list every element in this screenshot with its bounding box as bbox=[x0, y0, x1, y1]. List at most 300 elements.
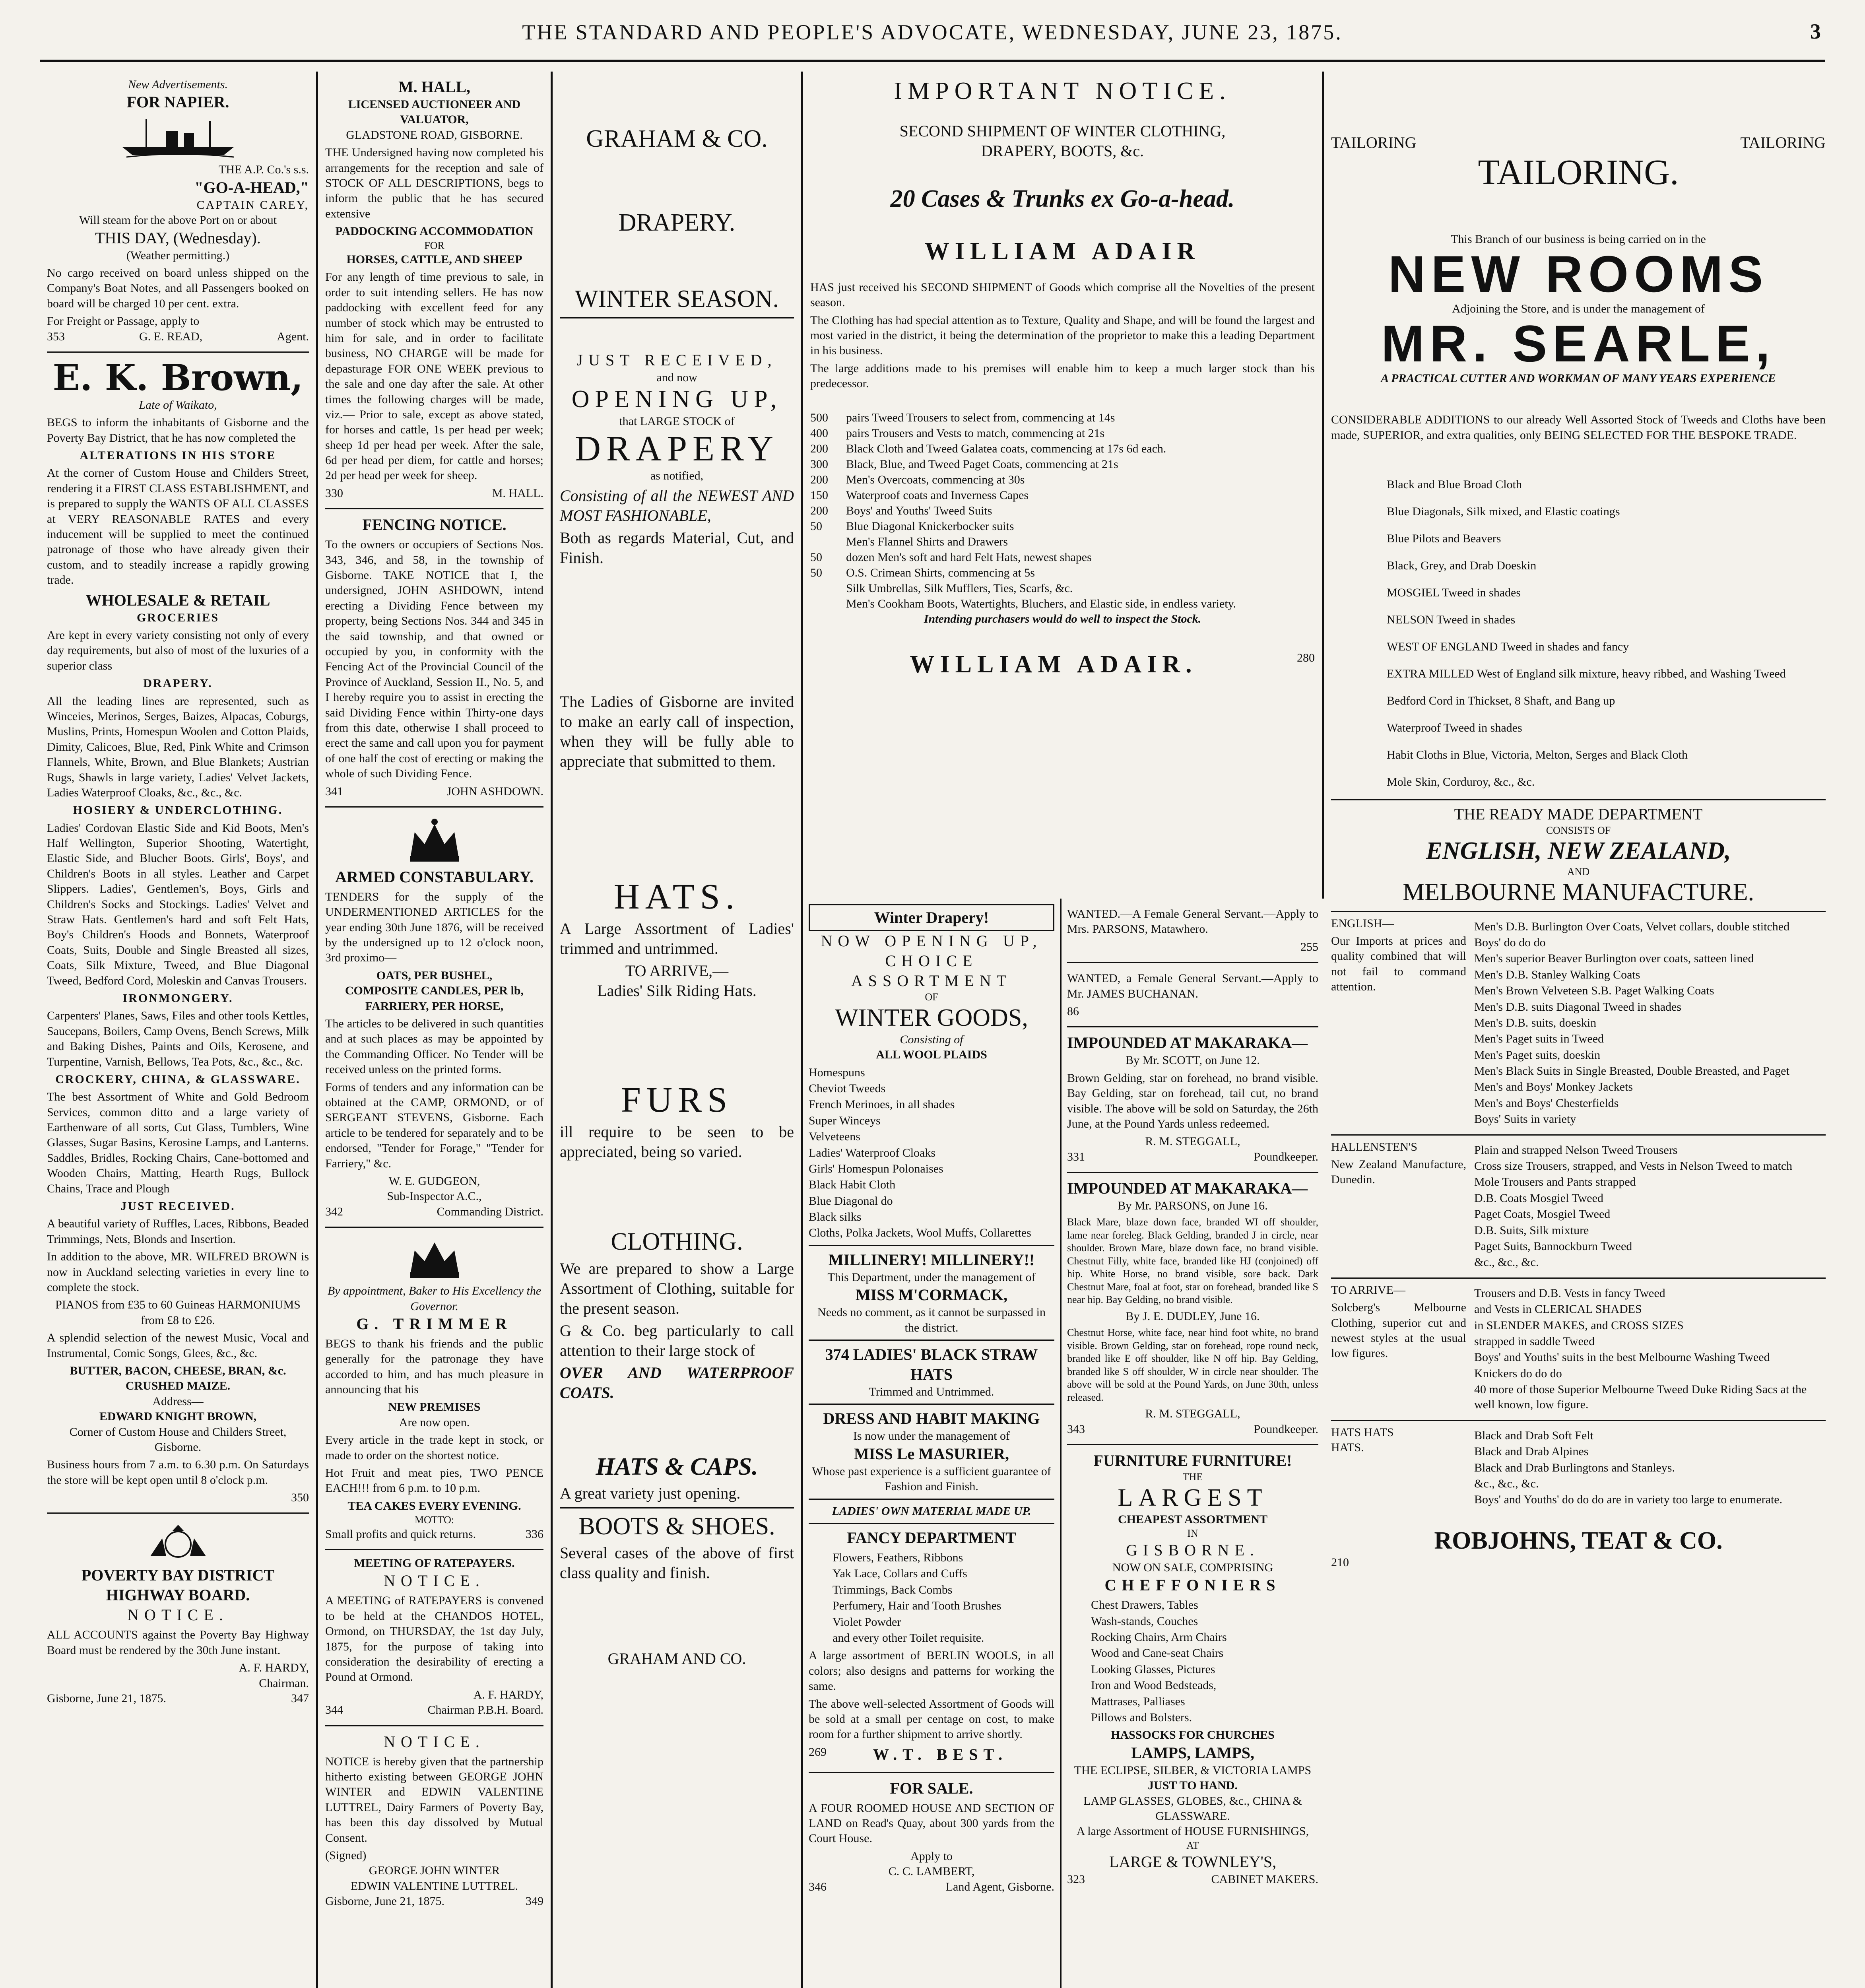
imports-text: Our Imports at prices and quality combined that will not fail to command attention. bbox=[1331, 934, 1466, 994]
fancy-items-list bbox=[809, 1550, 1054, 1646]
furniture-lamp-glasses: LAMP GLASSES, GLOBES, &c., CHINA & GLASSWARE. bbox=[1083, 1794, 1302, 1823]
hall-paddock: PADDOCKING ACCOMMODATION bbox=[335, 225, 534, 238]
english-item: Men's D.B. Stanley Walking Coats bbox=[1474, 968, 1640, 981]
trimmer-text2: Every article in the trade kept in stock, or made to order on the shortest notice. bbox=[325, 1433, 543, 1462]
brown-received: JUST RECEIVED. bbox=[120, 1200, 235, 1213]
for-sale: FOR SALE. bbox=[890, 1779, 973, 1797]
stock-quantity: 50 bbox=[810, 519, 822, 533]
armed-heading: ARMED CONSTABULARY. bbox=[335, 868, 534, 886]
mccormack-text: Needs no comment, as it cannot be surpassed in the district. bbox=[817, 1306, 1046, 1334]
brown-groceries-text: Are kept in every variety consisting not only of every day requirements, but also of most of the luxuries of a superior class bbox=[47, 628, 309, 672]
trimmer-ad bbox=[325, 1228, 543, 1550]
winter-drapery: Winter Drapery! bbox=[809, 904, 1054, 931]
furniture-item: Rocking Chairs, Arm Chairs bbox=[1091, 1631, 1227, 1644]
furniture-item: Wash-stands, Couches bbox=[1091, 1614, 1198, 1628]
stock-row bbox=[810, 410, 1315, 425]
nz-item: Paget Suits, Bannockburn Tweed bbox=[1474, 1239, 1632, 1253]
hall-body: For any length of time previous to sale, in order to suit intending sellers. He has now paddocking with excellent feed for any number of stock which may be entrusted to him for sale, and in order to facilitate business, NO CHARGE will be made for depasturage FOR ONE WEEK previous to the sale and one day after the sale. At other times the following charges will be made, viz.— Prior to sale, except as above stated, for horses and cattle, 1s per head per week; sheep 1d per head per week. After the sale, 6d per head per diem, for cattle and horses; 2d per head per week for sheep. bbox=[325, 270, 543, 482]
trimmer-name: G. TRIMMER bbox=[356, 1314, 512, 1333]
napier-num: 353 bbox=[47, 330, 65, 343]
stock-row bbox=[810, 549, 1315, 565]
cloth-item: Blue Pilots and Beavers bbox=[1387, 532, 1501, 545]
hats-item: Black and Drab Burlingtons and Stanleys. bbox=[1474, 1461, 1675, 1474]
for-sale-ad bbox=[809, 1773, 1054, 1902]
stock-row bbox=[810, 596, 1315, 612]
impounded2-text2: Chestnut Horse, white face, near hind foot white, no brand visible. Brown Gelding, star on forehead, rope round neck, branded like E off shoulder, like N off hip. Bay Gelding, branded like S off shoulder, W in circle near shoulder. The above will be sold at the Pound Yards, on June 30th, unless released. bbox=[1067, 1327, 1318, 1403]
impounded2-title: Poundkeeper. bbox=[1254, 1422, 1318, 1436]
adair-stock-list bbox=[810, 410, 1315, 612]
stock-row bbox=[810, 580, 1315, 596]
graham-furs-text: ill require to be seen to be appreciated, being so varied. bbox=[560, 1123, 794, 1161]
impounded2-text: Black Mare, blaze down face, branded WI off shoulder, lame near foreleg. Black Gelding, branded J in circle, near shoulder. Brown Mare, blaze down face, no brand visible. Chestnut Filly, white face, branded like HJ (conjoined) off hip. White Horse, no brand visible, sore back. Dark Chestnut Mare, foal at foot, star on forehead, branded like S near hip. Bay Gelding, no brand visible. bbox=[1067, 1216, 1318, 1306]
armed-sign-title: Sub-Inspector A.C., bbox=[387, 1190, 482, 1203]
english-item: Boys' do do do bbox=[1474, 936, 1546, 949]
cloth-item: EXTRA MILLED West of England silk mixture, heavy ribbed, and Washing Tweed bbox=[1387, 667, 1786, 680]
english-item: Men's Paget suits in Tweed bbox=[1474, 1032, 1604, 1046]
robjohns-num: 210 bbox=[1331, 1556, 1349, 1569]
stock-quantity: 200 bbox=[810, 504, 828, 517]
impounded2-by2: By J. E. DUDLEY, June 16. bbox=[1126, 1309, 1260, 1323]
graham-hats-caps-text: A great variety just opening. bbox=[560, 1484, 741, 1502]
highway-sign-title: Chairman. bbox=[259, 1676, 309, 1690]
graham-drapery-big: DRAPERY bbox=[574, 429, 779, 468]
brown-pianos: PIANOS from £35 to 60 Guineas HARMONIUMS from £8 to £26. bbox=[55, 1298, 301, 1327]
stock-quantity: 50 bbox=[810, 550, 822, 564]
rate-num: 344 bbox=[325, 1703, 343, 1717]
tailoring-big: TAILORING. bbox=[1478, 153, 1679, 192]
napier-heading: FOR NAPIER. bbox=[126, 93, 229, 111]
arrive-item: Knickers do do do bbox=[1474, 1367, 1562, 1380]
partner-name2: EDWIN VALENTINE LUTTREL. bbox=[350, 1879, 518, 1893]
winter-item: Black silks bbox=[809, 1210, 862, 1224]
steamship-icon bbox=[118, 115, 238, 159]
column-4a bbox=[803, 899, 1062, 1988]
armed-sign: W. E. GUDGEON, bbox=[388, 1174, 480, 1188]
graham-clothing-text: We are prepared to show a Large Assortment of Clothing, suitable for the present season. bbox=[560, 1259, 794, 1317]
winter-item: Girls' Homespun Polonaises bbox=[809, 1162, 943, 1175]
highway-text: ALL ACCOUNTS against the Poverty Bay Highway Board must be rendered by the 30th June instant. bbox=[47, 1628, 309, 1657]
stock-description: Men's Cookham Boots, Watertights, Bluchers, and Elastic side, in endless variety. bbox=[846, 597, 1236, 610]
stock-quantity: 300 bbox=[810, 457, 828, 471]
graham-hats: HATS. bbox=[613, 877, 740, 917]
sale-text: The above well-selected Assortment of Goods will be sold at a small per centage on cost, to make room for a further shipment to arrive shortly. bbox=[809, 1697, 1054, 1741]
partner-date: Gisborne, June 21, 1875. bbox=[325, 1895, 444, 1908]
new-ads-heading: New Advertisements. bbox=[128, 78, 228, 91]
fence-text: To the owners or occupiers of Sections Nos. 343, 346, and 58, in the township of Gisborne. TAKE NOTICE that I, the undersigned, JOHN ASHDOWN, intend erecting a Dividing Fence between my property, being Sections Nos. 344 and 345 in the said township, and that owned or occupied by you, in conformity with the Fencing Act of the Provincial Council of the Province of Auckland, Session II., No. 5, and I hereby require you to assist in erecting the said Dividing Fence within Thirty-one days from this date, otherwise I shall proceed to erect the same and call upon you for payment of one half the cost of erecting or making the whole of such Dividing Fence. bbox=[325, 538, 543, 780]
armed-farriery: FARRIERY, PER HORSE, bbox=[365, 999, 504, 1013]
apply-to: Apply to bbox=[910, 1849, 953, 1863]
masthead bbox=[40, 12, 1825, 62]
brown-crockery: CROCKERY, CHINA, & GLASSWARE. bbox=[55, 1072, 301, 1086]
furniture-now-sale: NOW ON SALE, COMPRISING bbox=[1112, 1561, 1273, 1574]
trimmer-pies: Hot Fruit and meat pies, TWO PENCE EACH!!! from 6 p.m. to 10 p.m. bbox=[325, 1466, 543, 1495]
stock-row bbox=[810, 441, 1315, 456]
graham-sign: GRAHAM AND CO. bbox=[607, 1650, 746, 1668]
newspaper-title: THE STANDARD AND PEOPLE'S ADVOCATE, WEDNESDAY, JUNE 23, 1875. bbox=[522, 20, 1343, 44]
brown-groceries: GROCERIES bbox=[136, 611, 219, 624]
winter-goods: WINTER GOODS, bbox=[835, 1004, 1028, 1031]
stock-row bbox=[810, 472, 1315, 487]
tailoring-branch: This Branch of our business is being carried on in the bbox=[1451, 233, 1706, 246]
arrive-text: Solcberg's Melbourne Clothing, superior cut and newest styles at the usual low figures. bbox=[1331, 1301, 1466, 1360]
winter-item: Homespuns bbox=[809, 1066, 865, 1079]
furniture-item: Chest Drawers, Tables bbox=[1091, 1598, 1198, 1612]
wanted2-text: WANTED, a Female General Servant.—Apply to Mr. JAMES BUCHANAN. bbox=[1067, 972, 1318, 1000]
graham-overwater: OVER AND WATERPROOF COATS. bbox=[560, 1363, 794, 1402]
stock-description: Men's Overcoats, commencing at 30s bbox=[846, 473, 1025, 486]
straw-hats: 374 LADIES' BLACK STRAW HATS bbox=[825, 1345, 1038, 1384]
partner-name1: GEORGE JOHN WINTER bbox=[369, 1864, 500, 1877]
imports-label: ENGLISH— bbox=[1331, 916, 1394, 930]
furniture-items-list bbox=[1067, 1598, 1318, 1725]
winter-item: Velveteens bbox=[809, 1130, 860, 1143]
townley-title: CABINET MAKERS. bbox=[1211, 1873, 1318, 1886]
winter-items-list bbox=[809, 1065, 1054, 1241]
graham-opening-up: OPENING UP, bbox=[571, 386, 782, 413]
choice-assortment: CHOICE ASSORTMENT bbox=[851, 952, 1012, 990]
nz-item: Plain and strapped Nelson Tweed Trousers bbox=[1474, 1143, 1678, 1157]
fence-heading: FENCING NOTICE. bbox=[362, 516, 507, 534]
hats-item: &c., &c., &c. bbox=[1474, 1477, 1539, 1491]
graham-ad bbox=[560, 72, 794, 1676]
adair-second-shipment: SECOND SHIPMENT OF WINTER CLOTHING, bbox=[899, 122, 1226, 140]
nz-item: &c., &c., &c. bbox=[1474, 1256, 1539, 1269]
brown-address-label: Address— bbox=[152, 1394, 204, 1408]
cloth-item: Bedford Cord in Thickset, 8 Shaft, and Bang up bbox=[1387, 694, 1615, 707]
hall-sign: M. HALL. bbox=[492, 486, 543, 500]
stock-description: Boys' and Youths' Tweed Suits bbox=[846, 504, 992, 517]
furniture-furnishings: A large Assortment of HOUSE FURNISHINGS, bbox=[1076, 1825, 1309, 1838]
stock-row bbox=[810, 425, 1315, 441]
adair-text1: HAS just received his SECOND SHIPMENT of Goods which comprise all the Novelties of the present season. bbox=[810, 280, 1315, 309]
stock-row bbox=[810, 456, 1315, 472]
furniture-the: THE bbox=[1182, 1471, 1203, 1483]
partnership-ad bbox=[325, 1726, 543, 1916]
english-nz: ENGLISH, NEW ZEALAND, bbox=[1426, 837, 1731, 865]
armed-text2: The articles to be delivered in such quantities and at such places as may be appointed by the Commanding Officer. No Tender will be received unless on the printed forms. bbox=[325, 1017, 543, 1076]
winter-item: Cheviot Tweeds bbox=[809, 1081, 886, 1095]
hallensten-label: HALLENSTEN'S bbox=[1331, 1140, 1418, 1153]
stock-quantity: 200 bbox=[810, 473, 828, 486]
of-label: OF bbox=[925, 991, 938, 1003]
english-items-list bbox=[1474, 918, 1826, 1128]
hall-horses: HORSES, CATTLE, AND SHEEP bbox=[346, 253, 522, 266]
brown-hosiery: HOSIERY & UNDERCLOTHING. bbox=[73, 804, 283, 817]
napier-weather: (Weather permitting.) bbox=[126, 248, 230, 262]
stock-description: Blue Diagonal Knickerbocker suits bbox=[846, 519, 1014, 533]
page-number: 3 bbox=[1810, 19, 1821, 43]
brown-address-name: EDWARD KNIGHT BROWN, bbox=[99, 1410, 257, 1423]
english-item: Men's Paget suits, doeskin bbox=[1474, 1048, 1601, 1062]
trimmer-num: 336 bbox=[526, 1527, 543, 1541]
winter-item: French Merinoes, in all shades bbox=[809, 1098, 955, 1111]
arrive-label: TO ARRIVE— bbox=[1331, 1283, 1405, 1297]
cloth-item: Waterproof Tweed in shades bbox=[1387, 721, 1522, 734]
stock-row bbox=[810, 565, 1315, 580]
fencing-ad bbox=[325, 509, 543, 808]
brown-ironmongery-text: Carpenters' Planes, Saws, Files and other tools Kettles, Saucepans, Boilers, Camp Ovens, Bench Screws, Milk and Baking Dishes, Paints and Oils, Kerosene, and Turpentine, Varnish, Bellows, Tea Pots, &c., &c., &c. bbox=[47, 1009, 309, 1068]
adair-ad bbox=[810, 72, 1315, 686]
napier-ship: "GO-A-HEAD," bbox=[194, 178, 309, 196]
lambert-name: C. C. LAMBERT, bbox=[888, 1865, 975, 1878]
crown-icon bbox=[403, 816, 466, 864]
furniture-at: AT bbox=[1186, 1839, 1199, 1851]
brown-body: At the corner of Custom House and Childers Street, rendering it a FIRST CLASS ESTABLISHMENT, and is prepared to supply the WANTS OF ALL CLASSES at VERY REASONABLE RATES and every inducement will be supplied to meet the continued patronage of those who have already given their custom, and to steadily increase a rapidly growing trade. bbox=[47, 466, 309, 587]
rate-sign: A. F. HARDY, bbox=[473, 1688, 543, 1701]
english-item: Men's and Boys' Chesterfields bbox=[1474, 1096, 1619, 1110]
adair-num: 280 bbox=[1297, 651, 1315, 665]
stock-description: pairs Trousers and Vests to match, commencing at 21s bbox=[846, 426, 1105, 440]
winter-item: Black Habit Cloth bbox=[809, 1178, 896, 1192]
robjohns-name: ROBJOHNS, TEAT & CO. bbox=[1434, 1527, 1723, 1554]
trimmer-tea: TEA CAKES EVERY EVENING. bbox=[347, 1499, 521, 1512]
brown-intro: BEGS to inform the inhabitants of Gisborne and the Poverty Bay District, that he has now completed the bbox=[47, 416, 309, 445]
cloth-item: MOSGIEL Tweed in shades bbox=[1387, 586, 1521, 599]
arrive-items-list bbox=[1474, 1285, 1826, 1413]
mr-searle: MR. SEARLE, bbox=[1381, 315, 1776, 373]
hall-intro: THE Undersigned having now completed his arrangements for the reception and sale of STOCK OF ALL DESCRIPTIONS, begs to inform the public that he has secured extensive bbox=[325, 146, 543, 220]
cloth-item: Black, Grey, and Drab Doeskin bbox=[1387, 559, 1537, 572]
berlin-wools: A large assortment of BERLIN WOOLS, in all colors; also designs and patterns for working the same. bbox=[809, 1649, 1054, 1693]
fence-num: 341 bbox=[325, 784, 343, 798]
napier-line1: THE A.P. Co.'s s.s. bbox=[218, 163, 309, 177]
wanted-ad-1 bbox=[1067, 899, 1318, 963]
tailoring-adjoining: Adjoining the Store, and is under the management of bbox=[1452, 302, 1705, 315]
brown-crockery-text: The best Assortment of White and Gold Bedroom Services, common ditto and a large variety of Earthenware of all sorts, Cut Glass, Tumblers, Wine Glasses, Sugar Basins, Kerosine Lamps, and Lanterns. Saddles, Bridles, Rocking Chairs, Cane-bottomed and Wooden Chairs, Matting, Hearth Rugs, Bullock Chains, Trace and Plough bbox=[47, 1090, 309, 1195]
highway-board-ad bbox=[47, 1514, 309, 1713]
stock-quantity: 500 bbox=[810, 411, 828, 424]
stock-description: O.S. Crimean Shirts, commencing at 5s bbox=[846, 566, 1035, 579]
hall-address: GLADSTONE ROAD, GISBORNE. bbox=[346, 128, 523, 142]
english-item: Men's D.B. suits Diagonal Tweed in shades bbox=[1474, 1000, 1682, 1013]
graham-hats-caps: HATS & CAPS. bbox=[596, 1453, 758, 1480]
winter-item: Cloths, Polka Jackets, Wool Muffs, Collarettes bbox=[809, 1226, 1031, 1240]
stock-quantity: 150 bbox=[810, 488, 828, 502]
and-label: AND bbox=[1567, 866, 1590, 878]
fancy-item: Trimmings, Back Combs bbox=[833, 1583, 953, 1596]
masurier-text: Whose past experience is a sufficient guarantee of Fashion and Finish. bbox=[812, 1464, 1051, 1493]
brown-hours: Business hours from 7 a.m. to 6.30 p.m. On Saturdays the store will be kept open until 8 o'clock p.m. bbox=[47, 1458, 309, 1487]
tailoring-right: TAILORING bbox=[1740, 134, 1826, 151]
stock-quantity bbox=[810, 534, 846, 549]
highway-date: Gisborne, June 21, 1875. bbox=[47, 1692, 166, 1705]
cloth-items-list bbox=[1331, 472, 1826, 795]
partner-notice: NOTICE. bbox=[384, 1732, 485, 1751]
graham-to-arrive: TO ARRIVE,— bbox=[625, 962, 729, 980]
wanted1-num: 255 bbox=[1300, 940, 1318, 953]
highway-title: POVERTY BAY DISTRICT HIGHWAY BOARD. bbox=[81, 1566, 275, 1604]
impounded2-by: By Mr. PARSONS, on June 16. bbox=[1118, 1199, 1268, 1213]
millinery-text: This Department, under the management of bbox=[827, 1270, 1036, 1284]
millinery: MILLINERY! MILLINERY!! bbox=[828, 1250, 1035, 1269]
fancy-item: and every other Toilet requisite. bbox=[833, 1631, 984, 1644]
arrive-item: in SLENDER MAKES, and CROSS SIZES bbox=[1474, 1318, 1684, 1332]
brown-received-text: A beautiful variety of Ruffles, Laces, Ribbons, Beaded Trimmings, Nets, Blonds and Insertion. bbox=[47, 1217, 309, 1246]
graham-large-stock: that LARGE STOCK of bbox=[619, 414, 735, 428]
graham-riding-hats: Ladies' Silk Riding Hats. bbox=[597, 982, 757, 1000]
stock-row bbox=[810, 518, 1315, 534]
wanted-ad-2 bbox=[1067, 963, 1318, 1027]
english-item: Men's Black Suits in Single Breasted, Double Breasted, and Paget bbox=[1474, 1064, 1789, 1078]
dress-text: Is now under the management of bbox=[853, 1429, 1010, 1443]
nz-items-list bbox=[1474, 1142, 1826, 1271]
furniture-heading: FURNITURE FURNITURE! bbox=[1093, 1452, 1292, 1470]
hall-name: M. HALL, bbox=[398, 78, 471, 96]
adair-name: WILLIAM ADAIR bbox=[924, 237, 1201, 265]
stock-row bbox=[810, 487, 1315, 503]
impounded2-num: 343 bbox=[1067, 1422, 1085, 1436]
graham-furs: FURS bbox=[621, 1080, 733, 1120]
furniture-in: IN bbox=[1187, 1528, 1198, 1540]
adair-text2: The Clothing has had special attention as to Texture, Quality and Shape, and will be found the largest and most varied in the district, it being the determination of the proprietor to make this a leading Department in his business. bbox=[810, 313, 1315, 357]
napier-agent: G. E. READ, bbox=[139, 330, 203, 343]
stock-description: Black Cloth and Tweed Galatea coats, commencing at 17s 6d each. bbox=[846, 442, 1166, 455]
nz-item: Paget Coats, Mosgiel Tweed bbox=[1474, 1208, 1611, 1221]
hats-item: Boys' and Youths' do do do are in variety too large to enumerate. bbox=[1474, 1493, 1783, 1507]
rate-notice: NOTICE. bbox=[384, 1572, 485, 1590]
stock-description: dozen Men's soft and hard Felt Hats, newest shapes bbox=[846, 550, 1092, 564]
impounded1-num: 331 bbox=[1067, 1150, 1085, 1163]
furniture-townley: LARGE & TOWNLEY'S, bbox=[1109, 1853, 1277, 1871]
hats-item: Black and Drab Soft Felt bbox=[1474, 1429, 1593, 1442]
furniture-cheapest: CHEAPEST ASSORTMENT bbox=[1118, 1512, 1267, 1526]
rate-heading: MEETING OF RATEPAYERS. bbox=[354, 1557, 515, 1570]
napier-freight: For Freight or Passage, apply to bbox=[47, 315, 200, 328]
impounded-ad-1 bbox=[1067, 1027, 1318, 1173]
hall-title: LICENSED AUCTIONEER AND VALUATOR, bbox=[348, 98, 521, 126]
cloth-item: NELSON Tweed in shades bbox=[1387, 613, 1516, 626]
column-4b bbox=[1062, 899, 1324, 1988]
arrive-item: Boys' and Youths' suits in the best Melbourne Washing Tweed bbox=[1474, 1351, 1770, 1364]
highway-notice: NOTICE. bbox=[127, 1606, 229, 1624]
stock-quantity: 200 bbox=[810, 442, 828, 455]
ready-made: THE READY MADE DEPARTMENT bbox=[1454, 805, 1703, 823]
winter-item: Blue Diagonal do bbox=[809, 1194, 893, 1208]
graham-just-received: JUST RECEIVED, bbox=[576, 351, 777, 369]
arrive-item: strapped in saddle Tweed bbox=[1474, 1334, 1595, 1348]
brown-wholesale: WHOLESALE & RETAIL bbox=[85, 591, 270, 609]
english-item: Men's D.B. suits, doeskin bbox=[1474, 1016, 1597, 1029]
adair-text3: The large additions made to his premises will enable him to keep a much larger stock than his predecessor. bbox=[810, 361, 1315, 390]
armed-constabulary-ad bbox=[325, 808, 543, 1228]
stock-quantity bbox=[810, 580, 846, 596]
graham-clothing: CLOTHING. bbox=[611, 1228, 743, 1256]
napier-captain: CAPTAIN CAREY, bbox=[196, 198, 309, 212]
furniture-lamps-line: THE ECLIPSE, SILBER, & VICTORIA LAMPS bbox=[1074, 1763, 1312, 1777]
stock-quantity: 50 bbox=[810, 566, 822, 579]
brown-drapery: DRAPERY. bbox=[143, 677, 213, 690]
furniture-item: Mattrases, Palliases bbox=[1091, 1695, 1185, 1708]
partner-num: 349 bbox=[526, 1895, 543, 1908]
dress-making: DRESS AND HABIT MAKING bbox=[823, 1409, 1040, 1428]
stock-quantity bbox=[810, 596, 846, 612]
brown-name: E. K. Brown, bbox=[52, 356, 303, 399]
stock-description: pairs Tweed Trousers to select from, commencing at 14s bbox=[846, 411, 1115, 424]
fancy-item: Violet Powder bbox=[833, 1615, 901, 1629]
lambert-title: Land Agent, Gisborne. bbox=[945, 1880, 1054, 1893]
fence-sign: JOHN ASHDOWN. bbox=[446, 784, 543, 798]
consisting-of: Consisting of bbox=[900, 1033, 963, 1046]
now-opening: NOW OPENING UP, bbox=[821, 932, 1042, 950]
furniture-hassocks: HASSOCKS FOR CHURCHES bbox=[1111, 1728, 1275, 1742]
trimmer-motto: Small profits and quick returns. bbox=[325, 1527, 476, 1541]
english-item: Men's and Boys' Monkey Jackets bbox=[1474, 1080, 1633, 1094]
stock-description: Black, Blue, and Tweed Paget Coats, commencing at 21s bbox=[846, 457, 1118, 471]
furniture-gisborne: GISBORNE. bbox=[1126, 1541, 1260, 1559]
cloth-item: Black and Blue Broad Cloth bbox=[1387, 478, 1522, 491]
arrive-item: Trousers and D.B. Vests in fancy Tweed bbox=[1474, 1286, 1665, 1300]
rate-text: A MEETING of RATEPAYERS is convened to be held at the CHANDOS HOTEL, Ormond, on THURSDAY, the 1st day July, 1875, for the purpose of taking into consideration the desirability of erecting a Pound at Ormond. bbox=[325, 1594, 543, 1684]
armed-text3: Forms of tenders and any information can be obtained at the CAMP, ORMOND, or of SERGEANT STEVENS, Gisborne. Each article to be tendered for separately and to be endorsed, "Tender for Forage," "Tender for Farriery," &c. bbox=[325, 1080, 543, 1170]
best-sign: W.T. BEST. bbox=[873, 1745, 1008, 1763]
column-3 bbox=[553, 72, 803, 1988]
furniture-just-hand: JUST TO HAND. bbox=[1148, 1779, 1238, 1792]
trimmer-text: BEGS to thank his friends and the public generally for the patronage they have accorded to him, and has much pleasure in announcing that his bbox=[325, 1337, 543, 1396]
impounded1-sign: R. M. STEGGALL, bbox=[1145, 1135, 1240, 1148]
own-material: LADIES' OWN MATERIAL MADE UP. bbox=[832, 1504, 1031, 1518]
winter-item: Super Winceys bbox=[809, 1114, 881, 1127]
cloth-item: Habit Cloths in Blue, Victoria, Melton, Serges and Black Cloth bbox=[1387, 748, 1688, 761]
hats-label2: HATS. bbox=[1331, 1441, 1364, 1454]
best-num: 269 bbox=[809, 1745, 827, 1759]
trimmed-untrimmed: Trimmed and Untrimmed. bbox=[869, 1385, 994, 1399]
hats-items-list bbox=[1474, 1427, 1826, 1508]
townley-num: 323 bbox=[1067, 1873, 1085, 1886]
tailoring-additions: CONSIDERABLE ADDITIONS to our already Well Assorted Stock of Tweeds and Cloths have been made, SUPERIOR, and extra qualities, only BEING SELECTED FOR THE BESPOKE TRADE. bbox=[1331, 413, 1826, 442]
sale-ad: A FOUR ROOMED HOUSE AND SECTION OF LAND on Read's Quay, about 300 yards from the Court House. bbox=[809, 1801, 1054, 1845]
graham-boots: BOOTS & SHOES. bbox=[578, 1512, 775, 1540]
graham-winter-season: WINTER SEASON. bbox=[574, 285, 779, 313]
stock-description: Men's Flannel Shirts and Drawers bbox=[846, 535, 1008, 548]
graham-ladies-invited: The Ladies of Gisborne are invited to make an early call of inspection, when they will be fully able to appreciate that submitted to them. bbox=[560, 693, 794, 771]
column-4-top bbox=[803, 72, 1324, 899]
column-1 bbox=[40, 72, 318, 1988]
furniture-item: Looking Glasses, Pictures bbox=[1091, 1662, 1215, 1676]
mccormack: MISS M'CORMACK, bbox=[855, 1286, 1008, 1304]
fancy-item: Yak Lace, Collars and Cuffs bbox=[833, 1567, 967, 1580]
impounded1-title: Poundkeeper. bbox=[1254, 1150, 1318, 1163]
hall-num: 330 bbox=[325, 486, 343, 500]
nz-item: D.B. Coats Mosgiel Tweed bbox=[1474, 1191, 1603, 1205]
fancy-item: Flowers, Feathers, Ribbons bbox=[833, 1551, 963, 1564]
cloth-item: WEST OF ENGLAND Tweed in shades and fancy bbox=[1387, 640, 1629, 653]
nz-item: Mole Trousers and Pants strapped bbox=[1474, 1175, 1636, 1189]
melbourne-manufacture: MELBOURNE MANUFACTURE. bbox=[1402, 879, 1754, 906]
adair-drapery-boots: DRAPERY, BOOTS, &c. bbox=[981, 142, 1144, 160]
graham-gco-text: G & Co. beg particularly to call attention to their large stock of bbox=[560, 1321, 794, 1359]
brown-wilfred: In addition to the above, MR. WILFRED BROWN is now in Auckland selecting varieties in every line to complete the stock. bbox=[47, 1250, 309, 1294]
winter-item: Ladies' Waterproof Cloaks bbox=[809, 1146, 936, 1159]
hats-label: HATS HATS bbox=[1331, 1425, 1394, 1439]
furniture-item: Iron and Wood Bedsteads, bbox=[1091, 1679, 1217, 1692]
armed-candles: COMPOSITE CANDLES, PER lb, bbox=[345, 984, 524, 998]
trimmer-appointment: By appointment, Baker to His Excellency the Governor. bbox=[327, 1284, 541, 1313]
brown-address: Corner of Custom House and Childers Street, Gisborne. bbox=[69, 1425, 287, 1454]
english-item: Boys' Suits in variety bbox=[1474, 1112, 1576, 1126]
armed-num: 342 bbox=[325, 1205, 343, 1218]
brown-alterations: ALTERATIONS IN HIS STORE bbox=[80, 449, 276, 462]
crown-icon-2 bbox=[403, 1237, 466, 1280]
impounded2-heading: IMPOUNDED AT MAKARAKA— bbox=[1067, 1179, 1308, 1198]
arrive-item: 40 more of those Superior Melbourne Tweed Duke Riding Sacs at the well known, low figure. bbox=[1474, 1383, 1807, 1411]
adair-inspect: Intending purchasers would do well to inspect the Stock. bbox=[924, 612, 1201, 625]
partner-text: NOTICE is hereby given that the partnership hitherto existing between GEORGE JOHN WINTER and EDWIN VALENTINE LUTTREL, Dairy Farmers of Poverty Bay, has been this day dissolved by Mutual Consent. bbox=[325, 1755, 543, 1844]
robjohns-ad bbox=[1331, 72, 1826, 1578]
stock-row bbox=[810, 503, 1315, 518]
trimmer-premises: NEW PREMISES bbox=[388, 1400, 481, 1414]
brown-num: 350 bbox=[291, 1491, 309, 1505]
cloth-item: Mole Skin, Corduroy, &c., &c. bbox=[1387, 775, 1535, 788]
